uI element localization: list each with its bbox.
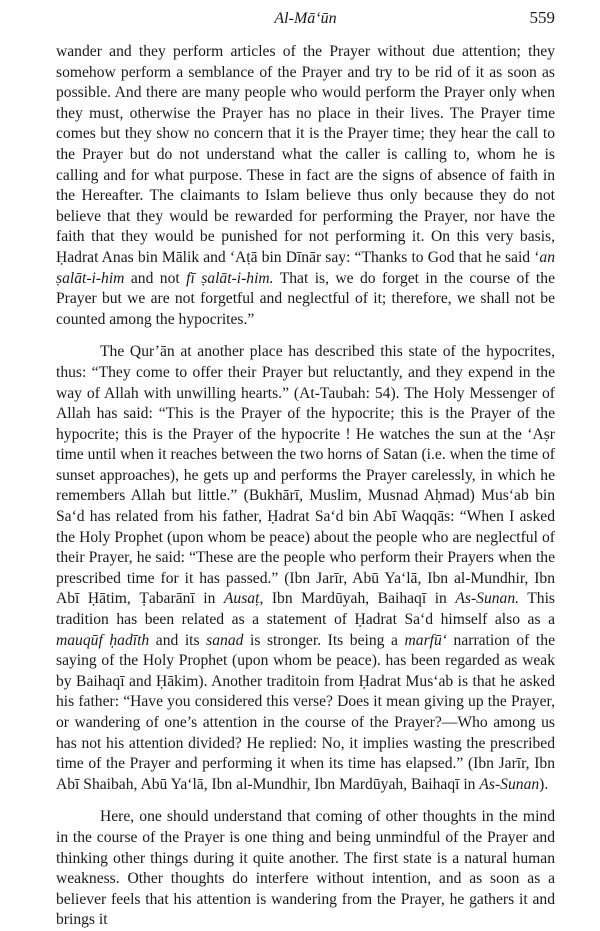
arabic-term: an ṣalāt-i-him [56, 248, 555, 287]
text-run: This tradition has been related as a statement of Ḥadrat Sa‘d himself also as a [56, 590, 555, 629]
paragraph-3 [56, 807, 555, 931]
text-run: ). [539, 775, 549, 793]
arabic-term: marfū‘ [404, 631, 447, 649]
body-text [56, 42, 555, 931]
page-number: 559 [529, 8, 555, 27]
paragraph-1 [56, 42, 555, 330]
arabic-term: mauqūf ḥadīth [56, 631, 150, 649]
text-run: narration of the saying of the Holy Prophet (upon whom be peace). has been regarded as weak by Baihaqī and Ḥākim). Another traditoin from Ḥadrat Mus‘ab is that he asked his father: “Have you considered this verse? Does it mean giving up the Prayer, or wandering of one’s attention in the course of the Prayer?—Who among us has not his attention divided? He replied: No, it implies wasting the prescribed time of the Prayer and performing it when its time has elapsed.” (Ibn Jarīr, Ibn Abī Shaibah, Abū Ya‘lā, Ibn al-Mundhir, Ibn Mardūyah, Baihaqī in [56, 631, 555, 793]
text-run: The Qur’ān at another place has described this state of the hypocrites, thus: “They come to offer their Prayer but reluctantly, and they expend in the way of Allah with unwilling hearts.” (At-Taubah: 54). The Holy Messenger of Allah has said: “This is the Prayer of the hypocrite; this is the Prayer of the hypocrite; this is the Prayer of the hypocrite ! He watches the sun at the ‘Aṣr time until when it reaches between the two horns of Satan (i.e. when the time of sunset approaches), he gets up and performs the Prayer carelessly, in which he remembers Allah but little.” (Bukhārī, Muslim, Musnad Aḥmad) Mus‘ab bin Sa‘d has related from his father, Ḥadrat Sa‘d bin Abī Waqqās: “When I asked the Holy Prophet (upon whom be peace) about the people who are neglectful of their Prayer, he said: “These are the people who perform their Prayers when the prescribed time for it has passed.” (Ibn Jarīr, Abū Ya‘lā, Ibn al-Mundhir, Ibn Abī Ḥātim, Ṭabarānī in [56, 343, 555, 608]
text-run: and its [149, 631, 207, 649]
text-run: That is, we do forget in the course of the Prayer but we are not forgetful and neglectful of it; therefore, we shall not be counted among the hypocrites.” [56, 269, 555, 328]
text-run: wander and they perform articles of the Prayer without due attention; they somehow perform a semblance of the Prayer and try to be rid of it as soon as possible. And there are many people who would perform the Prayer only when they must, otherwise the Prayer has no place in their lives. The Prayer time comes but they show no concern that it is the Prayer time; they hear the call to the Prayer but do not understand what the caller is calling to, whom he is calling and for what purpose. These in fact are the signs of absence of faith in the Hereafter. The claimants to Islam believe thus only because they do not believe that they would be rewarded for performing the Prayer, nor have the faith that they would be punished for not performing it. On this very basis, Ḥadrat Anas bin Mālik and ‘Aṭā bin Dīnār say: “Thanks to God that he said ‘ [56, 43, 555, 266]
book-title: As-Sunan [479, 775, 540, 793]
text-run: , Ibn Mardūyah, Baihaqī in [259, 590, 456, 608]
page-header [56, 8, 555, 32]
book-title: As-Sunan. [455, 590, 520, 608]
text-run: is stronger. Its being a [243, 631, 405, 649]
book-title: Ausaṭ [223, 590, 260, 608]
running-title: Al-Mā‘ūn [274, 10, 337, 27]
paragraph-2 [56, 342, 555, 795]
text-run: Here, one should understand that coming of other thoughts in the mind in the course of the Prayer is one thing and being unmindful of the Prayer and thinking other things during it quite another. The first state is a natural human weakness. Other thoughts do interfere without intention, and as soon as a believer feels that his attention is wandering from the Prayer, he gathers it and brings it [56, 808, 555, 929]
arabic-term: sanad [206, 631, 244, 649]
arabic-term: fī ṣalāt-i-him. [186, 269, 274, 287]
text-run: and not [124, 269, 187, 287]
